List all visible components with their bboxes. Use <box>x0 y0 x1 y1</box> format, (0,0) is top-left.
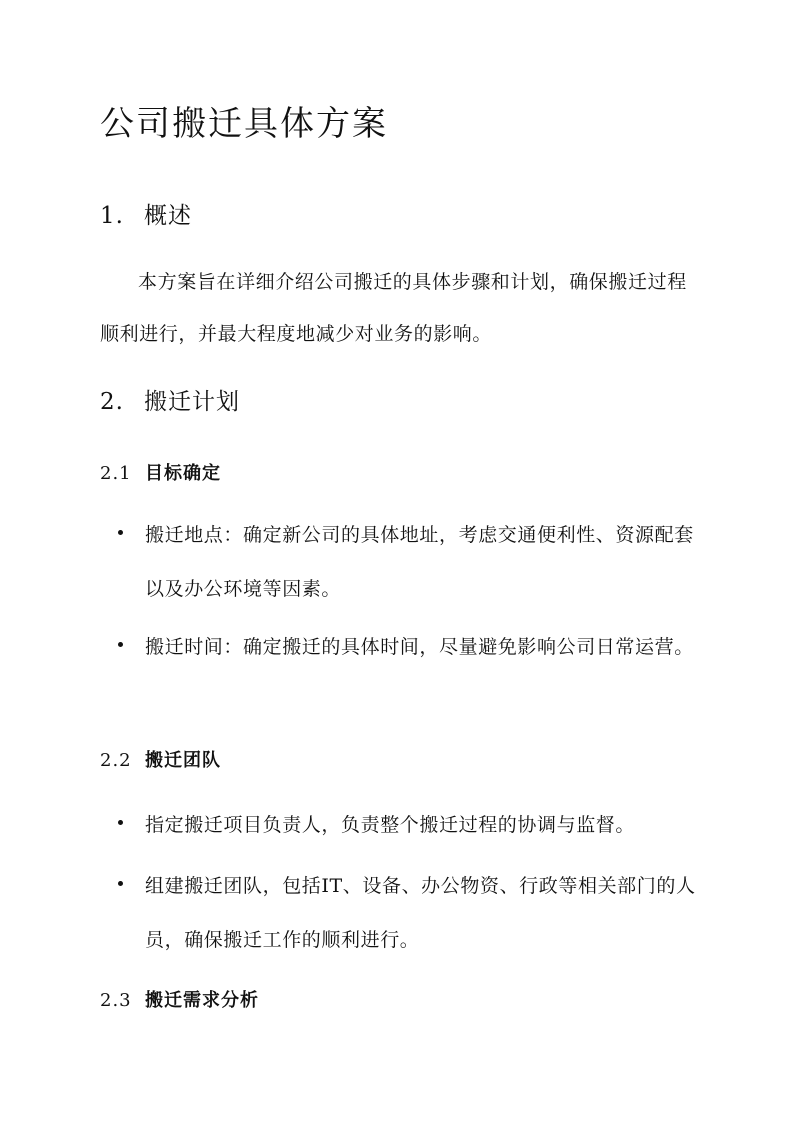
list-item <box>118 508 700 616</box>
subsection-heading-needs-analysis <box>100 986 259 1012</box>
section-title: 搬迁计划 <box>144 389 240 415</box>
subsection-title: 目标确定 <box>145 463 221 484</box>
subsection-title: 搬迁团队 <box>145 750 221 771</box>
list-item-text: 指定搬迁项目负责人，负责整个搬迁过程的协调与监督。 <box>145 814 636 836</box>
list-item <box>118 798 700 852</box>
bullet-icon <box>118 881 123 886</box>
subsection-number: 2.3 <box>100 990 132 1011</box>
subsection-title: 搬迁需求分析 <box>145 990 259 1011</box>
list-item-text: 组建搬迁团队，包括IT、设备、办公物资、行政等相关部门的人员，确保搬迁工作的顺利进行。 <box>145 875 696 951</box>
subsection-number: 2.1 <box>100 463 132 484</box>
section-heading-relocation-plan <box>100 383 240 416</box>
list-item-text: 搬迁时间：确定搬迁的具体时间，尽量避免影响公司日常运营。 <box>145 636 694 658</box>
list-item <box>118 859 700 967</box>
list-item-text: 搬迁地点：确定新公司的具体地址，考虑交通便利性、资源配套以及办公环境等因素。 <box>145 524 694 600</box>
bullet-icon <box>118 530 123 535</box>
bullet-icon <box>118 820 123 825</box>
section-number: 2. <box>100 389 124 415</box>
list-item <box>118 620 700 674</box>
bullet-icon <box>118 642 123 647</box>
section-number: 1. <box>100 203 124 229</box>
section-heading-overview <box>100 197 192 230</box>
subsection-number: 2.2 <box>100 750 132 771</box>
document-title: 公司搬迁具体方案 <box>100 104 388 144</box>
section-title: 概述 <box>144 203 192 229</box>
subsection-heading-team <box>100 746 221 772</box>
subsection-heading-goals <box>100 459 221 485</box>
overview-paragraph: 本方案旨在详细介绍公司搬迁的具体步骤和计划，确保搬迁过程顺利进行，并最大程度地减少对业务的影响。 <box>100 271 687 345</box>
